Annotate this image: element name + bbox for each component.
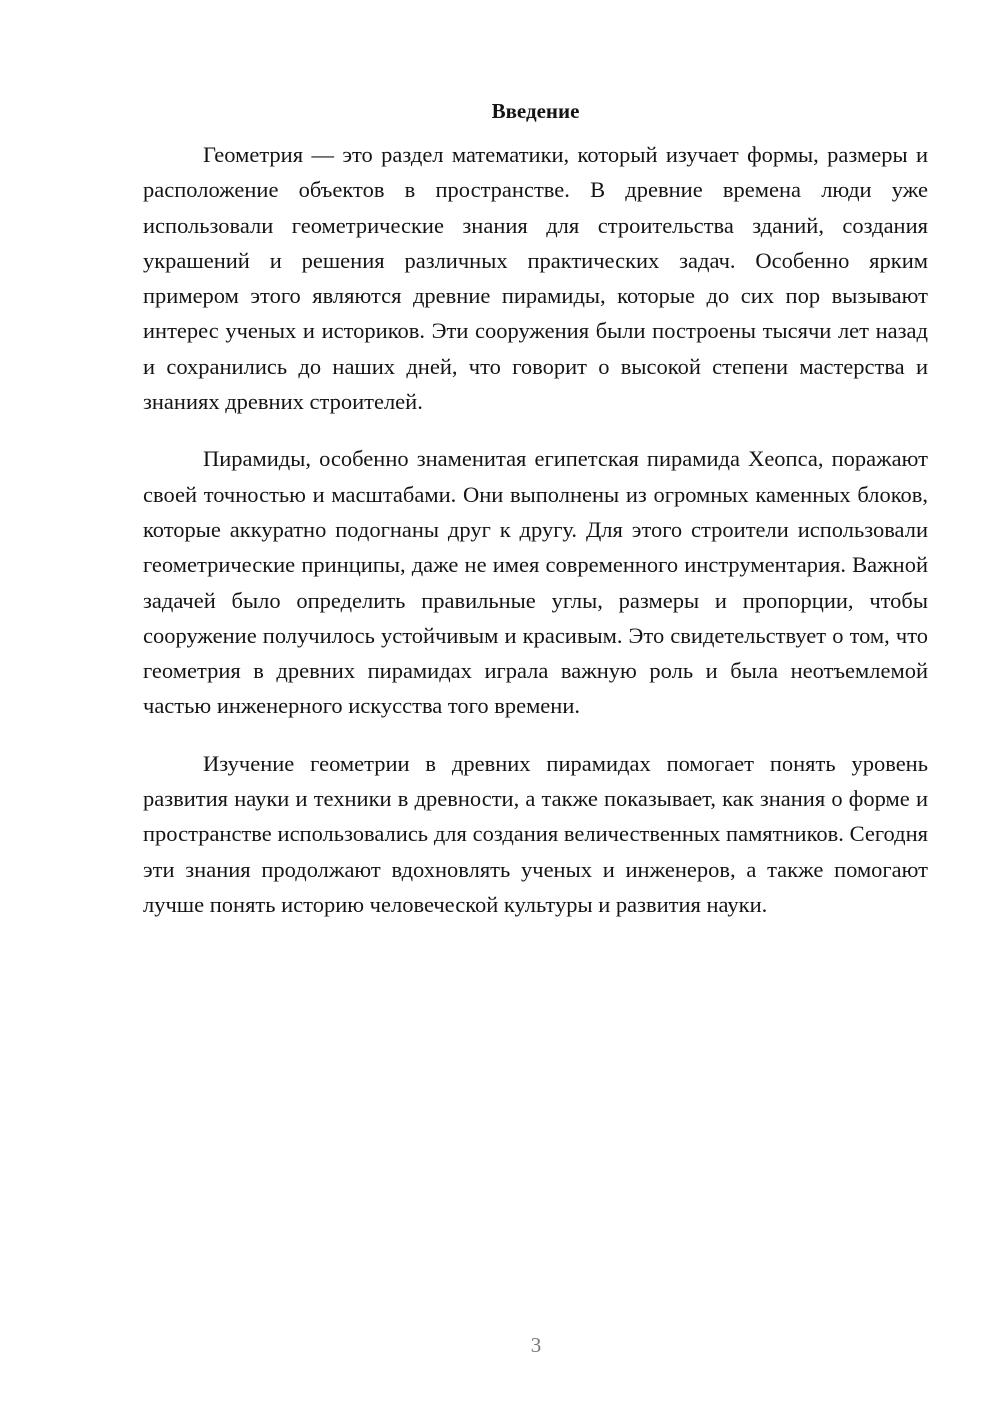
section-title: Введение — [491, 99, 580, 123]
page-number: 3 — [530, 1333, 542, 1357]
page-content — [143, 94, 928, 944]
paragraph-3: Изучение геометрии в древних пирамидах помогает понять уровень развития науки и техники в древности, а также показывает, как знания о форме и пространстве использовались для создания величественных памятников. Сегодня эти знания продолжают вдохновлять ученых и инженеров, а также помогают лучше понять историю человеческой культуры и развития науки. — [143, 750, 928, 917]
paragraph-2: Пирамиды, особенно знаменитая египетская пирамида Хеопса, поражают своей точностью и масштабами. Они выполнены из огромных каменных блоков, которые аккуратно подогнаны друг к другу. Для этого строители использовали геометрические принципы, даже не имея современного инструментария. Важной задачей было определить правильные углы, размеры и пропорции, чтобы сооружение получилось устойчивым и красивым. Это свидетельствует о том, что геометрия в древних пирамидах играла важную роль и была неотъемлемой частью инженерного искусства того времени. — [143, 446, 928, 719]
paragraph-1: Геометрия — это раздел математики, который изучает формы, размеры и расположение объектов в пространстве. В древние времена люди уже использовали геометрические знания для строительства зданий, создания украшений и решения различных практических задач. Особенно ярким примером этого являются древние пирамиды, которые до сих пор вызывают интерес ученых и историков. Эти сооружения были построены тысячи лет назад и сохранились до наших дней, что говорит о высокой степени мастерства и знаниях древних строителей. — [143, 142, 928, 415]
